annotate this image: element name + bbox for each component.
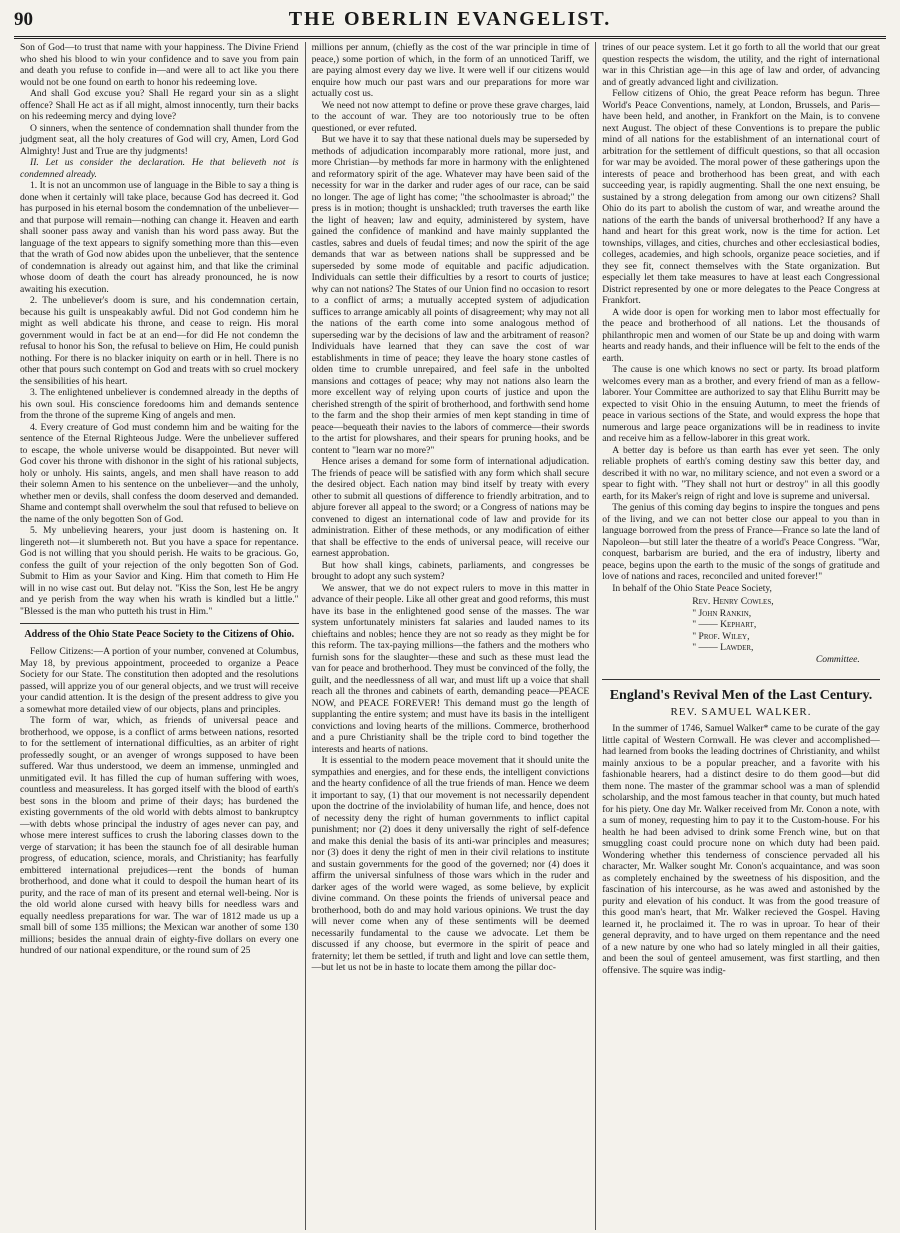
paragraph: The genius of this coming day begins to inspire the tongues and pens of the living, and we can not better close our appeal to you than in language borrowed from the press of France—France so late the land of Napoleon—but still later the theatre of a world's Peace Congress. "War, conquest, barbarism are buried, and the era of industry, liberty and peace, begins upon the earth to the music of the songs of gratitude and love of nations and races, reconciled and united forever!" xyxy=(602,502,880,582)
paragraph: Son of God—to trust that name with your happiness. The Divine Friend who shed his blood to win your confidence and to save you from pain and death you refuse to confide in—and were all to act like you there would not be one found on earth to honor his redeeming love. xyxy=(20,42,299,88)
column-1 xyxy=(14,42,305,1230)
paragraph: millions per annum, (chiefly as the cost of the war principle in time of peace,) some portion of which, in the form of an unnoticed Tariff, we are paying almost every day we live. It were well if our citizens would enquire how much our past wars and our preparations for more war actually cost us. xyxy=(311,42,590,99)
paragraph: Hence arises a demand for some form of international adjudication. The friends of peace will be satisfied with any form which shall secure the desired object. Each nation may bind itself by treaty with every other to submit all questions of difference to friendly arbitration, and to abjure forever all appeal to the sword; or a Congress of nations may be convened to digest an international code of law and provide for its administration. Either of these methods, or any modification of either that shall be effective to the ends of universal peace, will receive our earnest approbation. xyxy=(311,456,590,559)
signatory: " Prof. Wiley, xyxy=(692,630,750,642)
paragraph: And shall God excuse you? Shall He regard your sin as a slight offence? Shall He act as if all might, almost innocently, turn their backs on his redeeming mercy and dying love? xyxy=(20,88,299,122)
article-subtitle: REV. SAMUEL WALKER. xyxy=(670,705,812,718)
paragraph: But we have it to say that these national duels may be superseded by methods of adjudication incomparably more rational, more just, and more Christian—by methods far more in harmony with the enlightened and reformatory spirit of the age. Whatever may have been said of the necessity for war in the darker and ruder ages of our race, can be said no longer. The age of light has come; "the schoolmaster is abroad;" the press is in motion; thought is unshackled; truth traverses the earth like the light of heaven; law and equity, administered by system, have gained the confidence of mankind and have mainly supplanted the castles, sabres and duels of feudal times; and now the spirit of the age demands that war as between nations shall be suppressed and be superseded by some mode of equitable and pacific adjudication. Individuals can settle their difficulties by a resort to courts of justice; why can not nations? The States of our Union find no occasion to resort to a conflict of arms; a mutually accepted system of adjudication suffices to arrange amicably all points of disagreement; why may not all the nations of the earth come into some analogous method of superseding war by the decisions of law and the arbitrament of reason? Individuals have learned that they can save the cost of war establishments in time of peace; they leave the hoary stone castles of olden time to crumble unrepaired, and feel safe in the unbolted mansions and cottages of peace; why may not nations also learn the more excellent way of relying upon courts of justice and upon the cherished strength of the spirit of brotherhood, and forthwith send home to the farm and the shop their armies of men kept standing in time of peace—bequeath their navies to the labors of commerce—their swords to the artist for plowshares, and their spears for pruning hooks, and be content to "learn war no more?" xyxy=(311,134,590,456)
masthead-title: THE OBERLIN EVANGELIST. xyxy=(288,8,612,30)
article-title: England's Revival Men of the Last Century. xyxy=(602,679,880,702)
section-heading: Address of the Ohio State Peace Society to the Citizens of Ohio. xyxy=(20,623,299,640)
paragraph: II. Let us consider the declaration. He that believeth not is condemned already. xyxy=(20,157,299,180)
signatory: " —— Lawder, xyxy=(692,642,754,653)
paragraph: 3. The enlightened unbeliever is condemned already in the depths of his own soul. His conscience foredooms him and demands sentence from the throne of the supreme King of angels and men. xyxy=(20,387,299,421)
signatory: " John Rankin, xyxy=(692,607,752,619)
paragraph: We need not now attempt to define or prove these grave charges, laid to the account of war. They are too notoriously true to be often questioned, or ever refuted. xyxy=(311,99,590,134)
paragraph: A wide door is open for working men to labor most effectually for the peace and brotherhood of all nations. Let the thousands of philanthropic men and women of our State be up and doing with warm hearts and ready hands, and their influence will be felt to the ends of the earth. xyxy=(602,306,880,364)
paragraph: A better day is before us than earth has ever yet seen. The only reliable prophets of earth's coming destiny saw this better day, and described it with no war, no military science, and not even a sword or a spear to fight with. "They shall not hurt or destroy" in all this goodly earth, for its Maker's reign of right and love is supreme and universal. xyxy=(602,444,880,502)
paragraph: 1. It is not an uncommon use of language in the Bible to say a thing is done when it certainly will take place, because God has decreed it. God has purposed in his eternal bosom the condemnation of the unbeliever—and that purpose will remain—nothing can change it. Heaven and earth shall sooner pass away and vanish than his word pass away. But the language of the text appears to signify something more than this—even that the wrath of God now abides upon the unbeliever, that the sentence of condemnation is already out against him, and that like the criminal whose doom of death the court has already pronounced, he is now awaiting his execution. xyxy=(20,180,299,295)
signatory: Rev. Henry Cowles, xyxy=(692,596,774,607)
columns xyxy=(14,42,886,1230)
paragraph: It is essential to the modern peace movement that it should unite the sympathies and energies, and for these ends, the intelligent convictions and the hearty confidence of all the true friends of man. Hence we deem it important to say, (1) that our movement is not necessarily dependent upon the doctrine of the inviolability of human life, and hence, does not of necessity deny the right of human governments to inflict capital punishment; nor (2) does it deny universally the right of self-defence and make this denial the basis of its anti-war principles and measures; nor (3) does it deny the right of men in their civil relations to institute and sustain governments for the good of the governed; nor (4) does it affirm the universal sinfulness of those wars which in the ruder and darker ages of the world were waged, as some believe, by explicit divine command. On these points the friends of universal peace and brotherhood, both do and may hold various opinions. We trust the day will never come when any of these sentiments will be deemed necessarily fundamental to the cause we advocate. Let them be discussed if any choose, but evermore in the spirit of peace and fraternity; let them be settled, if truth and light and love can settle them,—but let us not be in haste to locate them among the pillar doc- xyxy=(311,755,590,973)
paragraph: trines of our peace system. Let it go forth to all the world that our great question respects the wisdom, the utility, and the right of international war in this Christian age—in this age of law and order, of advancing and of greatly advanced light and civilization. xyxy=(602,42,880,88)
paragraph: Fellow citizens of Ohio, the great Peace reform has begun. Three World's Peace Conventions, namely, at London, Brussels, and Paris—have been held, and another, in Frankfort on the Main, is to convene next August. The object of these Conventions is to prepare the public mind of all nations for the establishment of an international court of arbitration for the settlement of difficult questions, so that all occasion for war may be avoided. The moral power of these gatherings upon the interests of peace and brotherhood has been great, and with each succeeding year, is rapidly augmenting. Shall the one next ensuing, be sustained by a strong delegation from among our own citizens? Shall Ohio do its part to abolish the custom of war, and wreathe around the nations of the earth the bands of universal brotherhood? If any have a hand and heart for this great work, now is the time for action. Let townships, villages, and cities, churches and other ecclesiastical bodies, colleges, academies, and high schools, organize peace societies, and if they see fit, connect themselves with the State organization. But especially let them take measures to have at least each Congressional District represented by one or more delegates to the Peace Congress at Frankfort. xyxy=(602,88,880,306)
paragraph: But how shall kings, cabinets, parliaments, and congresses be brought to adopt any such system? xyxy=(311,559,590,582)
paragraph: In behalf of the Ohio State Peace Society, xyxy=(612,582,772,594)
paragraph: We answer, that we do not expect rulers to move in this matter in advance of their people. Like all other great and good reforms, this must have its base in the enlightened good sense of the masses. The war system unfortunately ministers fat salaries and lauded names to its chieftains and nobles; hence they are not so ready as they might be for this reform. The tax-paying millions—the fathers and the mothers who furnish sons for the slaughter—these and such as these must lead the van for peace and brotherhood. They must be convinced of the folly, the guilt, and the needlessness of all war, and must lift up a voice that shall reach all the thrones and cabinets of earth, demanding peace—PEACE NOW, and PEACE FOREVER! This demand must go the length of supplanting the entire system; and must have its basis in the intelligent convictions and loving hearts of the millions. Commerce, brotherhood and a pure Christianity shall be the triple cord to bind together the interests and hearts of nations. xyxy=(311,582,590,755)
column-2 xyxy=(305,42,596,1230)
signature-block xyxy=(692,596,880,665)
paragraph: 4. Every creature of God must condemn him and be waiting for the sentence of the Eternal Righteous Judge. Were the unbeliever suffered to escape, the whole universe would be disappointed. But never will God cover his throne with dishonor in the sight of his rational subjects, holy or unholy. His saints, angels, and men shall have reason to add their solemn Amen to his sentence on the unbeliever—and the unholy, whether men or devils, shall confess the doom deserved and demanded. Shame and contempt shall overwhelm the soul that refused to believe on the name of the only begotten Son of God. xyxy=(20,421,299,525)
committee-label: Committee. xyxy=(815,653,860,665)
page-number: 90 xyxy=(14,9,33,30)
paragraph: 2. The unbeliever's doom is sure, and his condemnation certain, because his guilt is unspeakably awful. Did not God condemn him he might as well abdicate his throne, and cease to reign. His moral government would in fact be at an end—for did He not condemn the refusal to honor his Son, the refusal to believe on Him, He could punish nothing. For there is no blacker iniquity on earth or in hell. There is no other that pours such contempt on God and treats with so cruel mockery the sensibilities of his heart. xyxy=(20,295,299,387)
paragraph: The form of war, which, as friends of universal peace and brotherhood, we oppose, is a conflict of arms between nations, resorted to for the settlement of international difficulties, as an arbiter of right professedly sought, or an avenger of wrongs supposed to have been suffered. War thus understood, we deem an immense, unmingled and unmitigated evil. It has filled the cup of human suffering with woes, countless and measureless. It has gorged itself with the blood of earth's best sons in the bloom and prime of their days; has burdened the existing governments of the old world with debts almost to bankruptcy—with debts whose principal the industry of ages never can pay, and whose mere interest suffices to crush the laboring classes down to the verge of starvation; it has been the staunch foe of all desirable human progress, of education, science, morals, and Christianity; has fearfully embittered international prejudices—rent the bonds of human brotherhood, and done what it could to despoil the human heart of its purity, and the race of man of its present and eternal well-being. Nor is the old world alone cursed with heavy bills for needless wars and equally needless preparations for war. The war of 1812 made us up a small bill of some 135 millions; the Mexican war another of some 130 millions; besides the annual drain of eighty-five dollars on every one hundred of our national expenditure, or the round sum of 25 xyxy=(20,715,299,956)
paragraph: Fellow Citizens:—A portion of your number, convened at Columbus, May 18, by previous appointment, proceeded to organize a Peace Society for our State. The constitution then adopted and the resolutions passed, will apprize you of our general objects, and we trust will receive your candid attention. It is the design of the present address to give you a somewhat more detailed view of our objects, plans and principles. xyxy=(20,646,299,715)
masthead xyxy=(14,8,886,39)
column-3 xyxy=(595,42,886,1230)
signatory: " —— Kephart, xyxy=(692,619,757,630)
paragraph: 5. My unbelieving hearers, your just doom is hastening on. It lingereth not—it slumbereth not. But you have a space for repentance. God is not willing that you should perish. He waits to be gracious. Go, confess the guilt of your rejection of the only begotten Son of God. Submit to Him as your Savior and King. Him that cometh to Him He will in no wise cast out. But delay not. "Kiss the Son, lest He be angry and ye perish from the way when his wrath is kindled but a little." "Blessed is the man who putteth his trust in Him." xyxy=(20,525,299,617)
paragraph: O sinners, when the sentence of condemnation shall thunder from the judgment seat, all the holy creatures of God will cry, Amen, Lord God Almighty! Just and True are thy judgments! xyxy=(20,122,299,157)
paragraph: The cause is one which knows no sect or party. Its broad platform welcomes every man as a brother, and every friend of man as a fellow-laborer. Your Committee are authorized to say that Elihu Burritt may be expected to visit Ohio in the ensuing Autumn, to meet the friends of peace in various sections of the State, and would express the hope that numerous and large peace organizations will be in readiness to invite and receive him as a fellow-laborer in this great work. xyxy=(602,364,880,444)
paragraph: In the summer of 1746, Samuel Walker* came to be curate of the gay little capital of Western Cornwall. He was clever and accomplished—had learned from books the leading doctrines of Christianity, and whilst mainly anxious to be a popular preacher, and a favorite with his fashionable hearers, had a distinct desire to do them good—but did them none. The master of the grammar school was a man of splendid scholarship, and the most famous teacher in that county, but much hated for his piety. One day Mr. Walker received from Mr. Conon a note, with a sum of money, requesting him to pay it to the Custom-house. For his health he had been advised to drink some French wine, but on that smuggling coast could procure none on which duty had been paid. Wondering whether this tenderness of conscience pervaded all his character, Mr. Walker sought Mr. Conon's acquaintance, and was soon as completely enchained by the sweetness of his disposition, and the fascination of his intercourse, as he was awed and astonished by the purity and elevation of his conduct. It was from the good treasure of this good man's heart, that Mr. Walker recieved the Gospel. Having learned it, he proclaimed it. The ro was in uproar. To hear of their general depravity, and to have urged on them repentance and the need of a new nature by one who had so lately mingled in all their gaities, and been the soul of genteel amusement, was first startling, and then offensive. The squire was indig- xyxy=(602,723,880,976)
